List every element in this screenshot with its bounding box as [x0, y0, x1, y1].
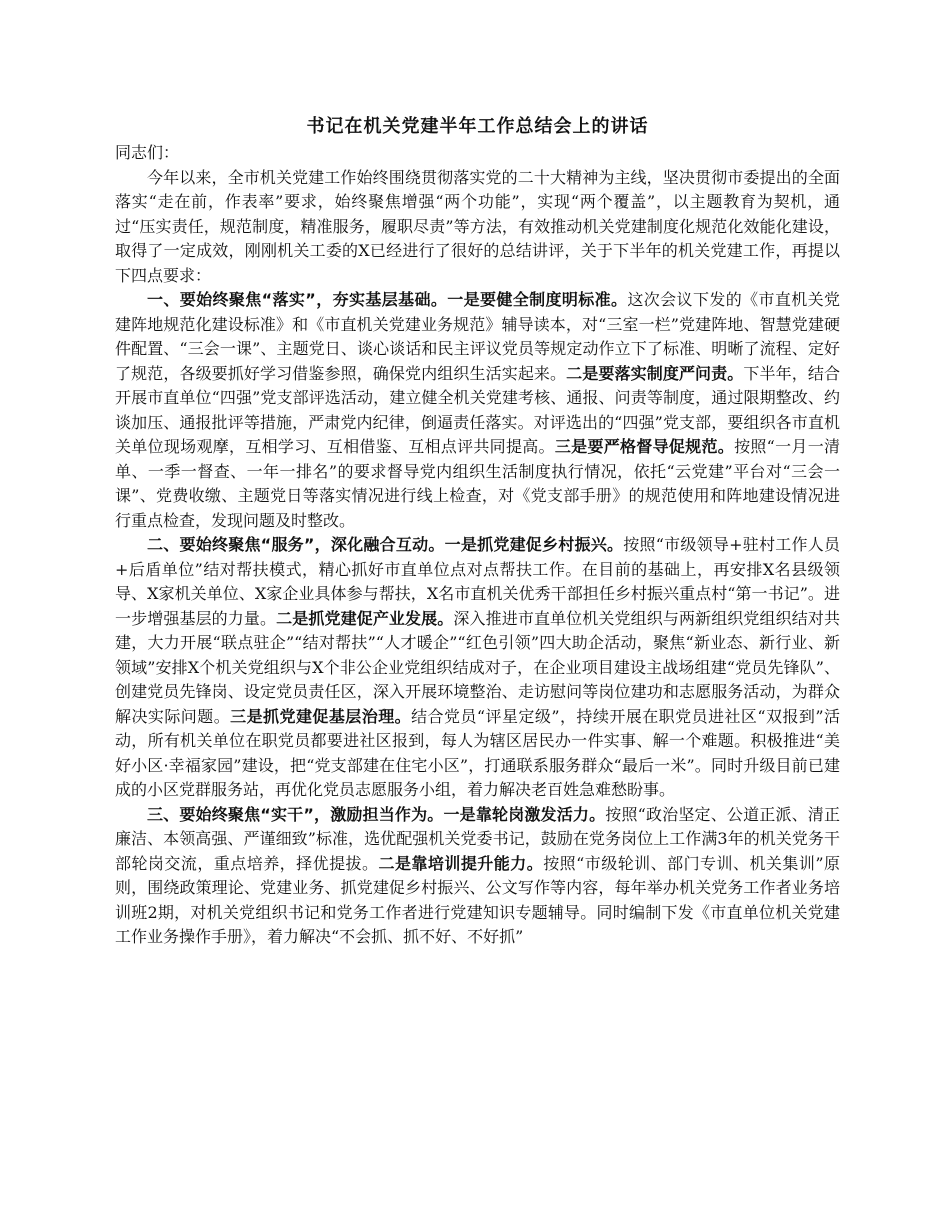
point-title: 一是抓党建促乡村振兴。 — [444, 535, 624, 554]
point-text: 结合党员“评星定级”，持续开展在职党员进社区“双报到”活动，所有机关单位在职党员都要进社区报到，每人为辖区居民办一件实事、解一个难题。积极推进“美好小区·幸福家园”建设，把“党支部建在住宅小区”，打通联系服务群众“最后一米”。同时升级目前已建成的小区党群服务站，再优化党员志愿服务小组，着力解决老百姓急难愁盼事。 — [115, 706, 840, 799]
point-title: 三是抓党建促基层治理。 — [230, 706, 412, 726]
point-text: 深入推进市直单位机关党组织与两新组织党组织结对共建，大力开展“联点驻企”“结对帮扶”“人才暖企”“红色引领”四大助企活动，聚焦“新业态、新行业、新领域”安排X个机关党组织与X个非公企业党组织结成对子，在企业项目建设主战场组建“党员先锋队”、创建党员先锋岗、设定党员责任区，深入开展环境整治、走访慰问等岗位建功和志愿服务活动，为群众解决实际问题。 — [115, 608, 840, 726]
point-title: 二是抓党建促产业发展。 — [276, 608, 454, 628]
section-heading: 二、要始终聚焦“服务”，深化融合互动。 — [147, 535, 445, 554]
point-text: 按照“政治坚定、公道正派、清正廉洁、本领高强、严谨细致”标准，选优配强机关党委书记，鼓励在党务岗位上工作满3年的机关党务干部轮岗交流，重点培养，择优提拔。 — [115, 804, 840, 873]
section-2 — [115, 533, 840, 803]
document-page — [115, 113, 840, 950]
intro-paragraph: 今年以来，全市机关党建工作始终围绕贯彻落实党的二十大精神为主线，坚决贯彻市委提出的全面落实“走在前，作表率”要求，始终聚焦增强“两个功能”，实现“两个覆盖”，以主题教育为契机，通过“压实责任，规范制度，精准服务，履职尽责”等方法，有效推动机关党建制度化规范化效能化建设，取得了一定成效，刚刚机关工委的X已经进行了很好的总结讲评，关于下半年的机关党建工作，再提以下四点要求： — [115, 167, 840, 285]
section-heading: 一、要始终聚焦“落实”，夯实基层基础。 — [147, 290, 448, 309]
point-text: 按照“一月一清单、一季一督查、一年一排名”的要求督导党内组织生活制度执行情况，依托“云党建”平台对“三会一课”、党费收缴、主题党日等落实情况进行线上检查，对《党支部手册》的规范使用和阵地建设情况进行重点检查，发现问题及时整改。 — [115, 437, 840, 530]
salutation: 同志们： — [115, 143, 180, 162]
document-title: 书记在机关党建半年工作总结会上的讲话 — [306, 116, 649, 137]
point-text: 这次会议下发的《市直机关党建阵地规范化建设标准》和《市直机关党建业务规范》辅导读本，对“三室一栏”党建阵地、智慧党建硬件配置、“三会一课”、主题党日、谈心谈话和民主评议党员等规定动作立下了标准、明晰了流程、定好了规范，各级要抓好学习借鉴参照，确保党内组织生活实起来。 — [115, 290, 840, 383]
point-title: 一是要健全制度明标准。 — [447, 290, 628, 309]
point-title: 一是靠轮岗激发活力。 — [443, 804, 606, 824]
point-title: 二是要落实制度严问责。 — [566, 363, 744, 383]
point-title: 三是要严格督导促规范。 — [554, 437, 735, 456]
point-text: 按照“市级轮训、部门专训、机关集训”原则，围绕政策理论、党建业务、抓党建促乡村振兴、公文写作等内容，每年举办机关党务工作者业务培训班2期，对机关党组织书记和党务工作者进行党建知识专题辅导。同时编制下发《市直单位机关党建工作业务操作手册》，着力解决“不会抓、抓不好、不好抓” — [115, 853, 840, 946]
point-text: 按照“市级领导+驻村工作人员+后盾单位”结对帮扶模式，精心抓好市直单位点对点帮扶工作。在目前的基础上，再安排X名县级领导、X家机关单位、X家企业具体参与帮扶，X名市直机关优秀干部担任乡村振兴重点村“第一书记”。进一步增强基层的力量。 — [115, 535, 840, 628]
point-title: 二是靠培训提升能力。 — [378, 853, 544, 873]
section-3 — [115, 803, 840, 950]
section-1 — [115, 288, 840, 533]
section-heading: 三、要始终聚焦“实干”，激励担当作为。 — [147, 804, 444, 824]
point-text: 下半年，结合开展市直单位“四强”党支部评选活动，建立健全机关党建考核、通报、问责等制度，通过限期整改、约谈加压、通报批评等措施，严肃党内纪律，倒逼责任落实。对评选出的“四强”党支部，要组织各市直机关单位现场观摩，互相学习、互相借鉴、互相点评共同提高。 — [115, 363, 840, 456]
